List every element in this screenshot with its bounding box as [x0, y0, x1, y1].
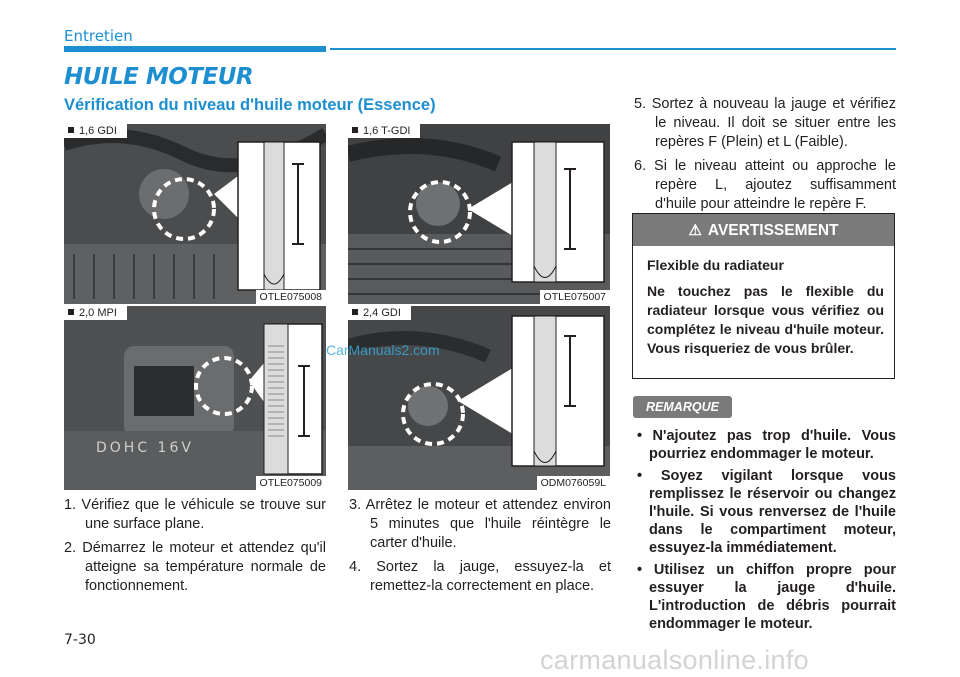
warning-box [632, 213, 895, 379]
note-bullet: • Utilisez un chiffon propre pour essuyer la jauge d'huile. L'introduction de débris pourrait endommager le moteur. [637, 562, 896, 632]
step-item: 3. Arrêtez le moteur et attendez environ 5 minutes que l'huile réintègre le carter d'huile. [349, 497, 611, 551]
note-badge: REMARQUE [633, 396, 732, 418]
warning-body [647, 256, 884, 358]
engine-photo-4 [348, 306, 610, 490]
warning-title: Flexible du radiateur [647, 257, 784, 273]
engine-photo-1 [64, 124, 326, 304]
figure-code: OTLE075008 [256, 290, 326, 304]
engine-photo-3 [64, 306, 326, 490]
note-bullets [632, 427, 896, 637]
warning-text: Ne touchez pas le flexible du radiateur lorsque vous vérifiez ou complétez le niveau d'huile moteur. Vous risqueriez de vous brûler. [647, 283, 884, 356]
step-item: 2. Démarrez le moteur et attendez qu'il atteigne sa température normale de fonctionnement. [64, 540, 326, 594]
header-bar-accent [64, 46, 326, 52]
site-watermark: CarManuals2.com [326, 342, 440, 358]
steps-column-1 [64, 496, 326, 601]
steps-column-3 [634, 95, 896, 219]
section-subtitle: Vérification du niveau d'huile moteur (Essence) [64, 96, 436, 114]
engine-photo-2 [348, 124, 610, 304]
figure-code: ODM076059L [537, 476, 610, 490]
step-item: 4. Sortez la jauge, essuyez-la et remettez-la correctement en place. [349, 559, 611, 594]
header-rule [330, 48, 896, 50]
engine-cover-badge: DOHC 16V [96, 440, 194, 456]
figure-label: 1,6 GDI [64, 124, 127, 138]
step-item: 5. Sortez à nouveau la jauge et vérifiez le niveau. Il doit se situer entre les repères F (Plein) et L (Faible). [634, 96, 896, 150]
figure-2-0-mpi [64, 306, 326, 490]
page-number: 7-30 [64, 632, 96, 648]
figure-1-6-t-gdi [348, 124, 610, 304]
section-label: Entretien [64, 27, 133, 45]
figure-2-4-gdi [348, 306, 610, 490]
warning-header: ⚠ AVERTISSEMENT [633, 214, 894, 246]
figure-code: OTLE075007 [540, 290, 610, 304]
figure-code: OTLE075009 [256, 476, 326, 490]
page-title: HUILE MOTEUR [64, 64, 254, 90]
figure-label: 1,6 T-GDI [348, 124, 420, 138]
step-item: 1. Vérifiez que le véhicule se trouve sur une surface plane. [64, 497, 326, 532]
footer-watermark: carmanualsonline.info [540, 645, 809, 675]
figure-1-6-gdi [64, 124, 326, 304]
note-bullet: • N'ajoutez pas trop d'huile. Vous pourriez endommager le moteur. [637, 428, 896, 462]
step-item: 6. Si le niveau atteint ou approche le repère L, ajoutez suffisamment d'huile pour atteindre le repère F. [634, 158, 896, 212]
note-bullet: • Soyez vigilant lorsque vous remplissez le réservoir ou changez l'huile. Si vous renversez de l'huile dans le compartiment moteur, essuyez-la immédiatement. [637, 468, 896, 556]
steps-column-2 [349, 496, 611, 601]
warning-triangle-icon: ⚠ [688, 222, 702, 239]
figure-label: 2,0 MPI [64, 306, 127, 320]
figure-label: 2,4 GDI [348, 306, 411, 320]
